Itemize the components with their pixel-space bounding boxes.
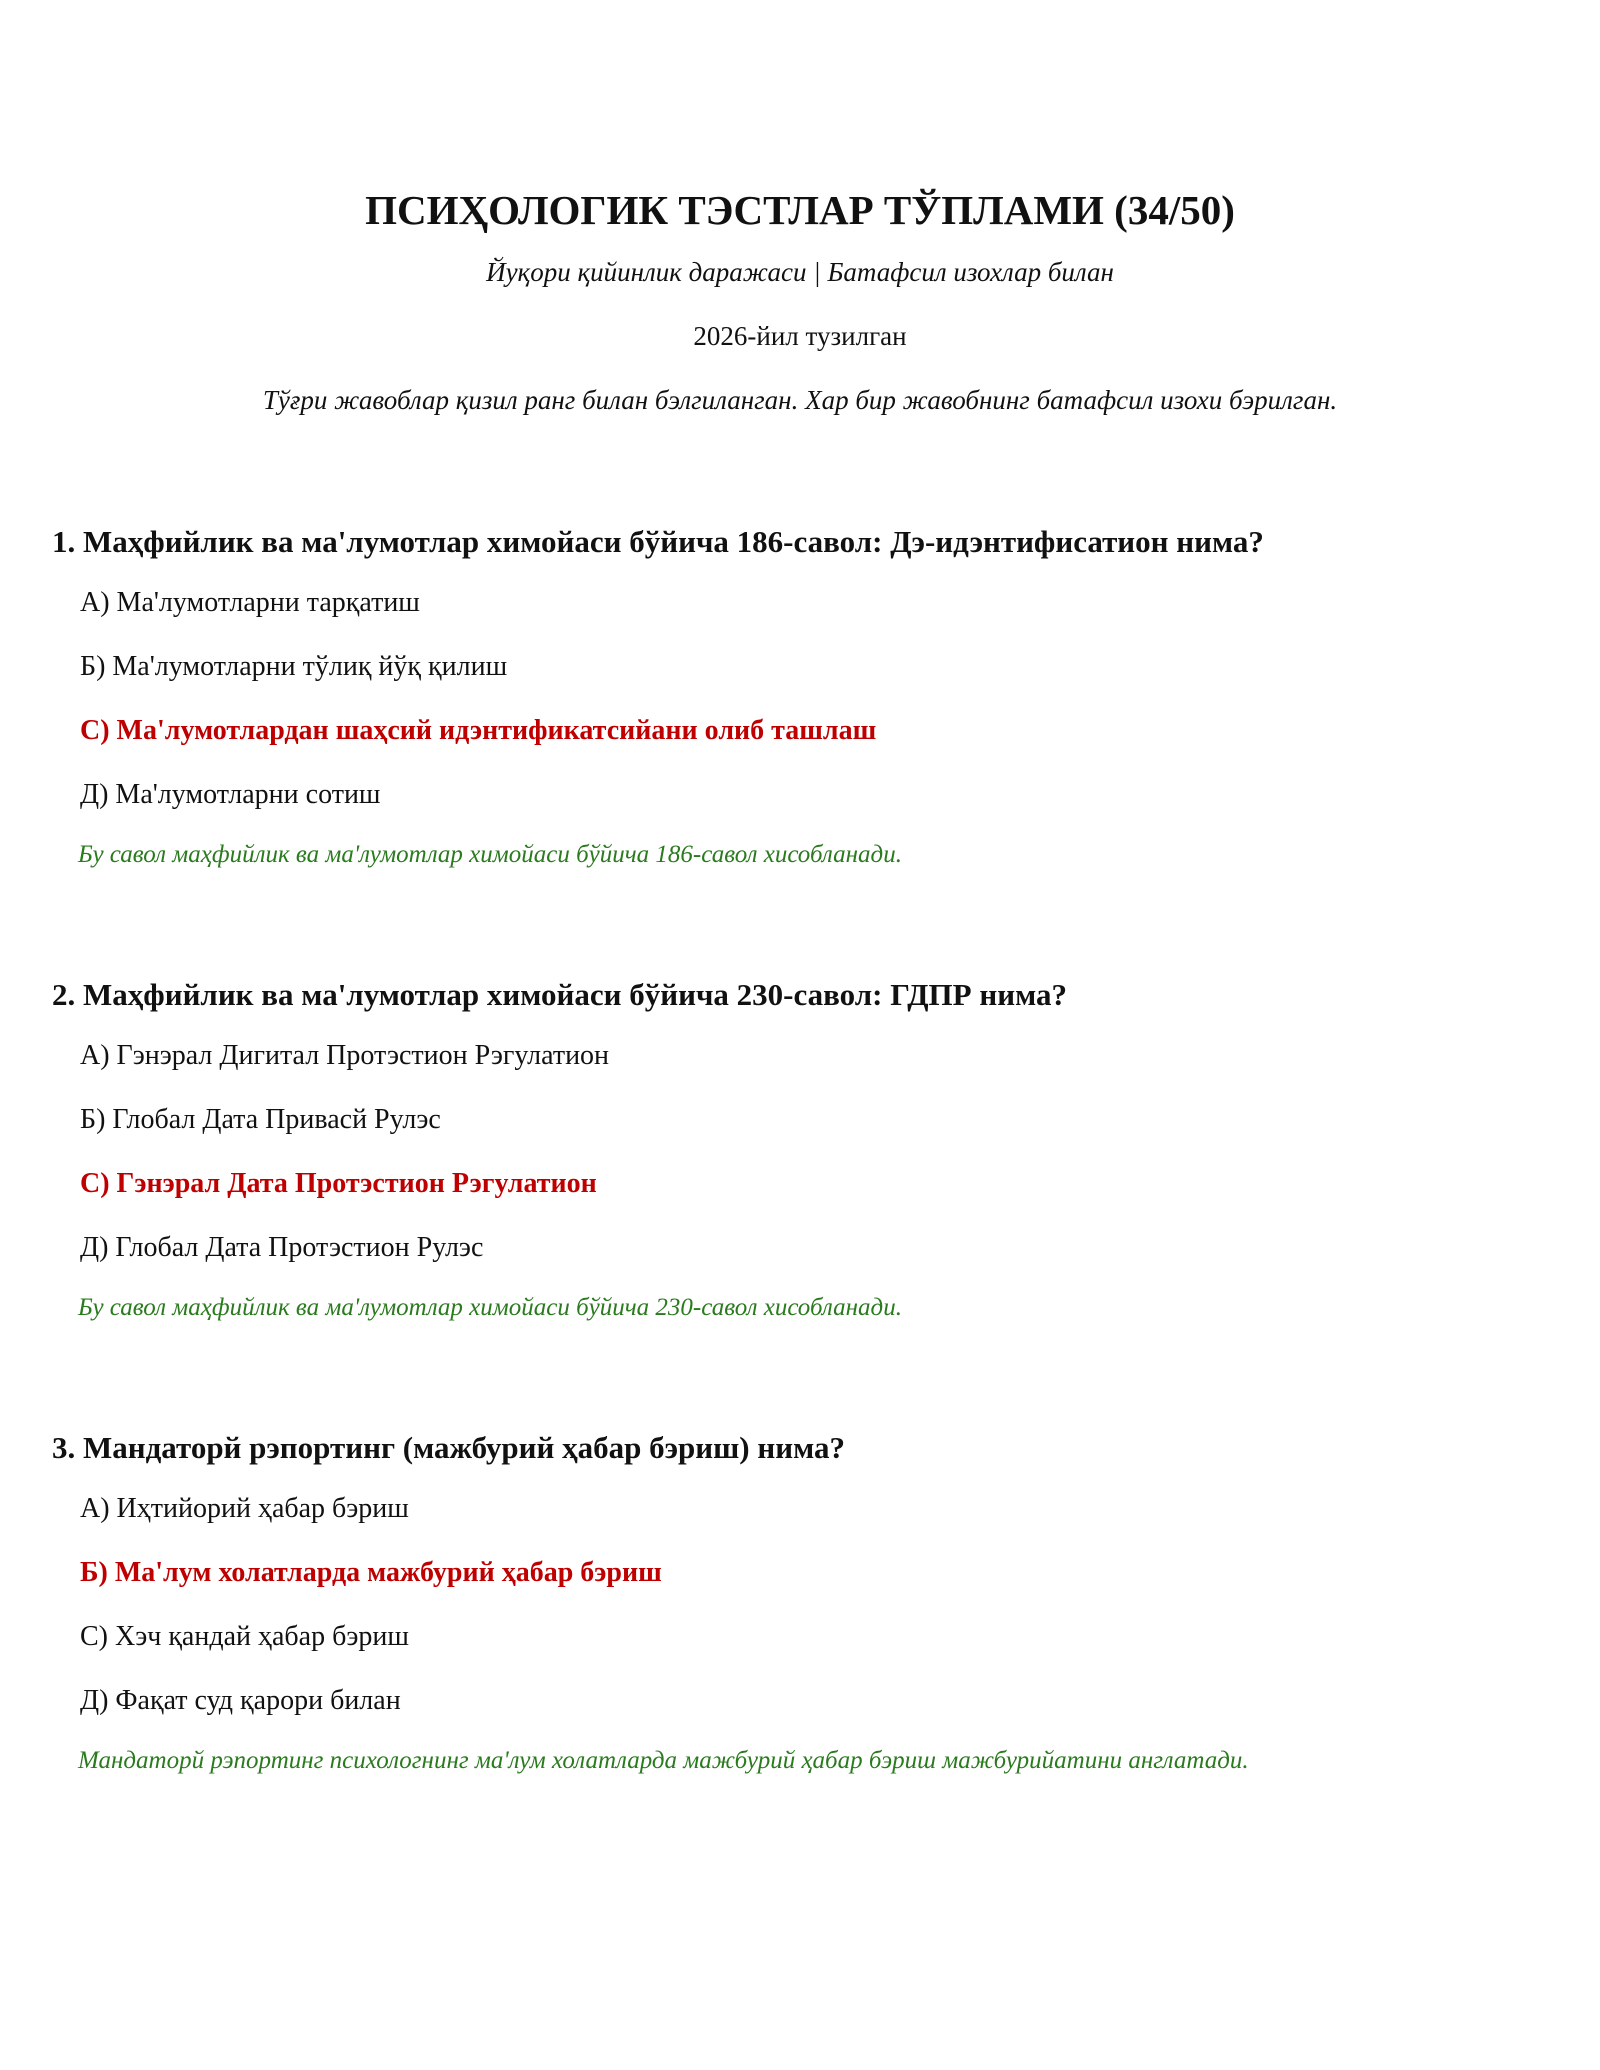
page-title: ПСИҲОЛОГИК ТЭСТЛАР ТЎПЛАМИ (34/50): [365, 187, 1235, 233]
option-b-correct: Б) Ма'лум холатларда мажбурий ҳабар бэриш: [80, 1557, 662, 1588]
question-text: 3. Мандаторй рэпортинг (мажбурий ҳабар бэриш) нима?: [52, 1430, 845, 1465]
option-c-correct: С) Гэнэрал Дата Протэстион Рэгулатион: [80, 1168, 597, 1199]
question-list: [52, 522, 1552, 1881]
option-a: А) Гэнэрал Дигитал Протэстион Рэгулатион: [80, 1040, 610, 1071]
answer-explanation: Бу савол маҳфийлик ва ма'лумотлар химойаси бўйича 230-савол хисобланади.: [78, 1294, 902, 1321]
option-c-correct: С) Ма'лумотлардан шаҳсий идэнтификатсийани олиб ташлаш: [80, 715, 877, 746]
answer-options: [52, 1490, 1552, 1719]
answer-key-note: Тўғри жавоблар қизил ранг билан бэлгиланган. Хар бир жавобнинг батафсил изохи бэрилган.: [262, 385, 1338, 415]
option-b: Б) Глобал Дата Привасй Рулэс: [80, 1104, 441, 1135]
option-d: Д) Глобал Дата Протэстион Рулэс: [80, 1232, 484, 1263]
answer-explanation: Бу савол маҳфийлик ва ма'лумотлар химойаси бўйича 186-савол хисобланади.: [78, 841, 902, 868]
document-header: [0, 184, 1600, 418]
question-1: [52, 522, 1552, 975]
option-a: А) Ма'лумотларни тарқатиш: [80, 587, 420, 618]
answer-options: [52, 584, 1552, 813]
question-3: [52, 1428, 1552, 1881]
option-d: Д) Фақат суд қарори билан: [80, 1685, 401, 1716]
option-c: С) Хэч қандай ҳабар бэриш: [80, 1621, 409, 1652]
option-a: А) Иҳтийорий ҳабар бэриш: [80, 1493, 409, 1524]
answer-options: [52, 1037, 1552, 1266]
question-text: 2. Маҳфийлик ва ма'лумотлар химойаси бўйича 230-савол: ГДПР нима?: [52, 977, 1067, 1012]
option-b: Б) Ма'лумотларни тўлиқ йўқ қилиш: [80, 651, 508, 682]
option-d: Д) Ма'лумотларни сотиш: [80, 779, 381, 810]
answer-explanation: Мандаторй рэпортинг психологнинг ма'лум холатларда мажбурий ҳабар бэриш мажбурийатини англатади.: [78, 1747, 1249, 1774]
question-2: [52, 975, 1552, 1428]
page-subtitle: Йуқори қийинлик даражаси | Батафсил изохлар билан: [486, 257, 1114, 287]
question-text: 1. Маҳфийлик ва ма'лумотлар химойаси бўйича 186-савол: Дэ-идэнтифисатион нима?: [52, 524, 1264, 559]
compiled-date: 2026-йил тузилган: [693, 321, 907, 351]
